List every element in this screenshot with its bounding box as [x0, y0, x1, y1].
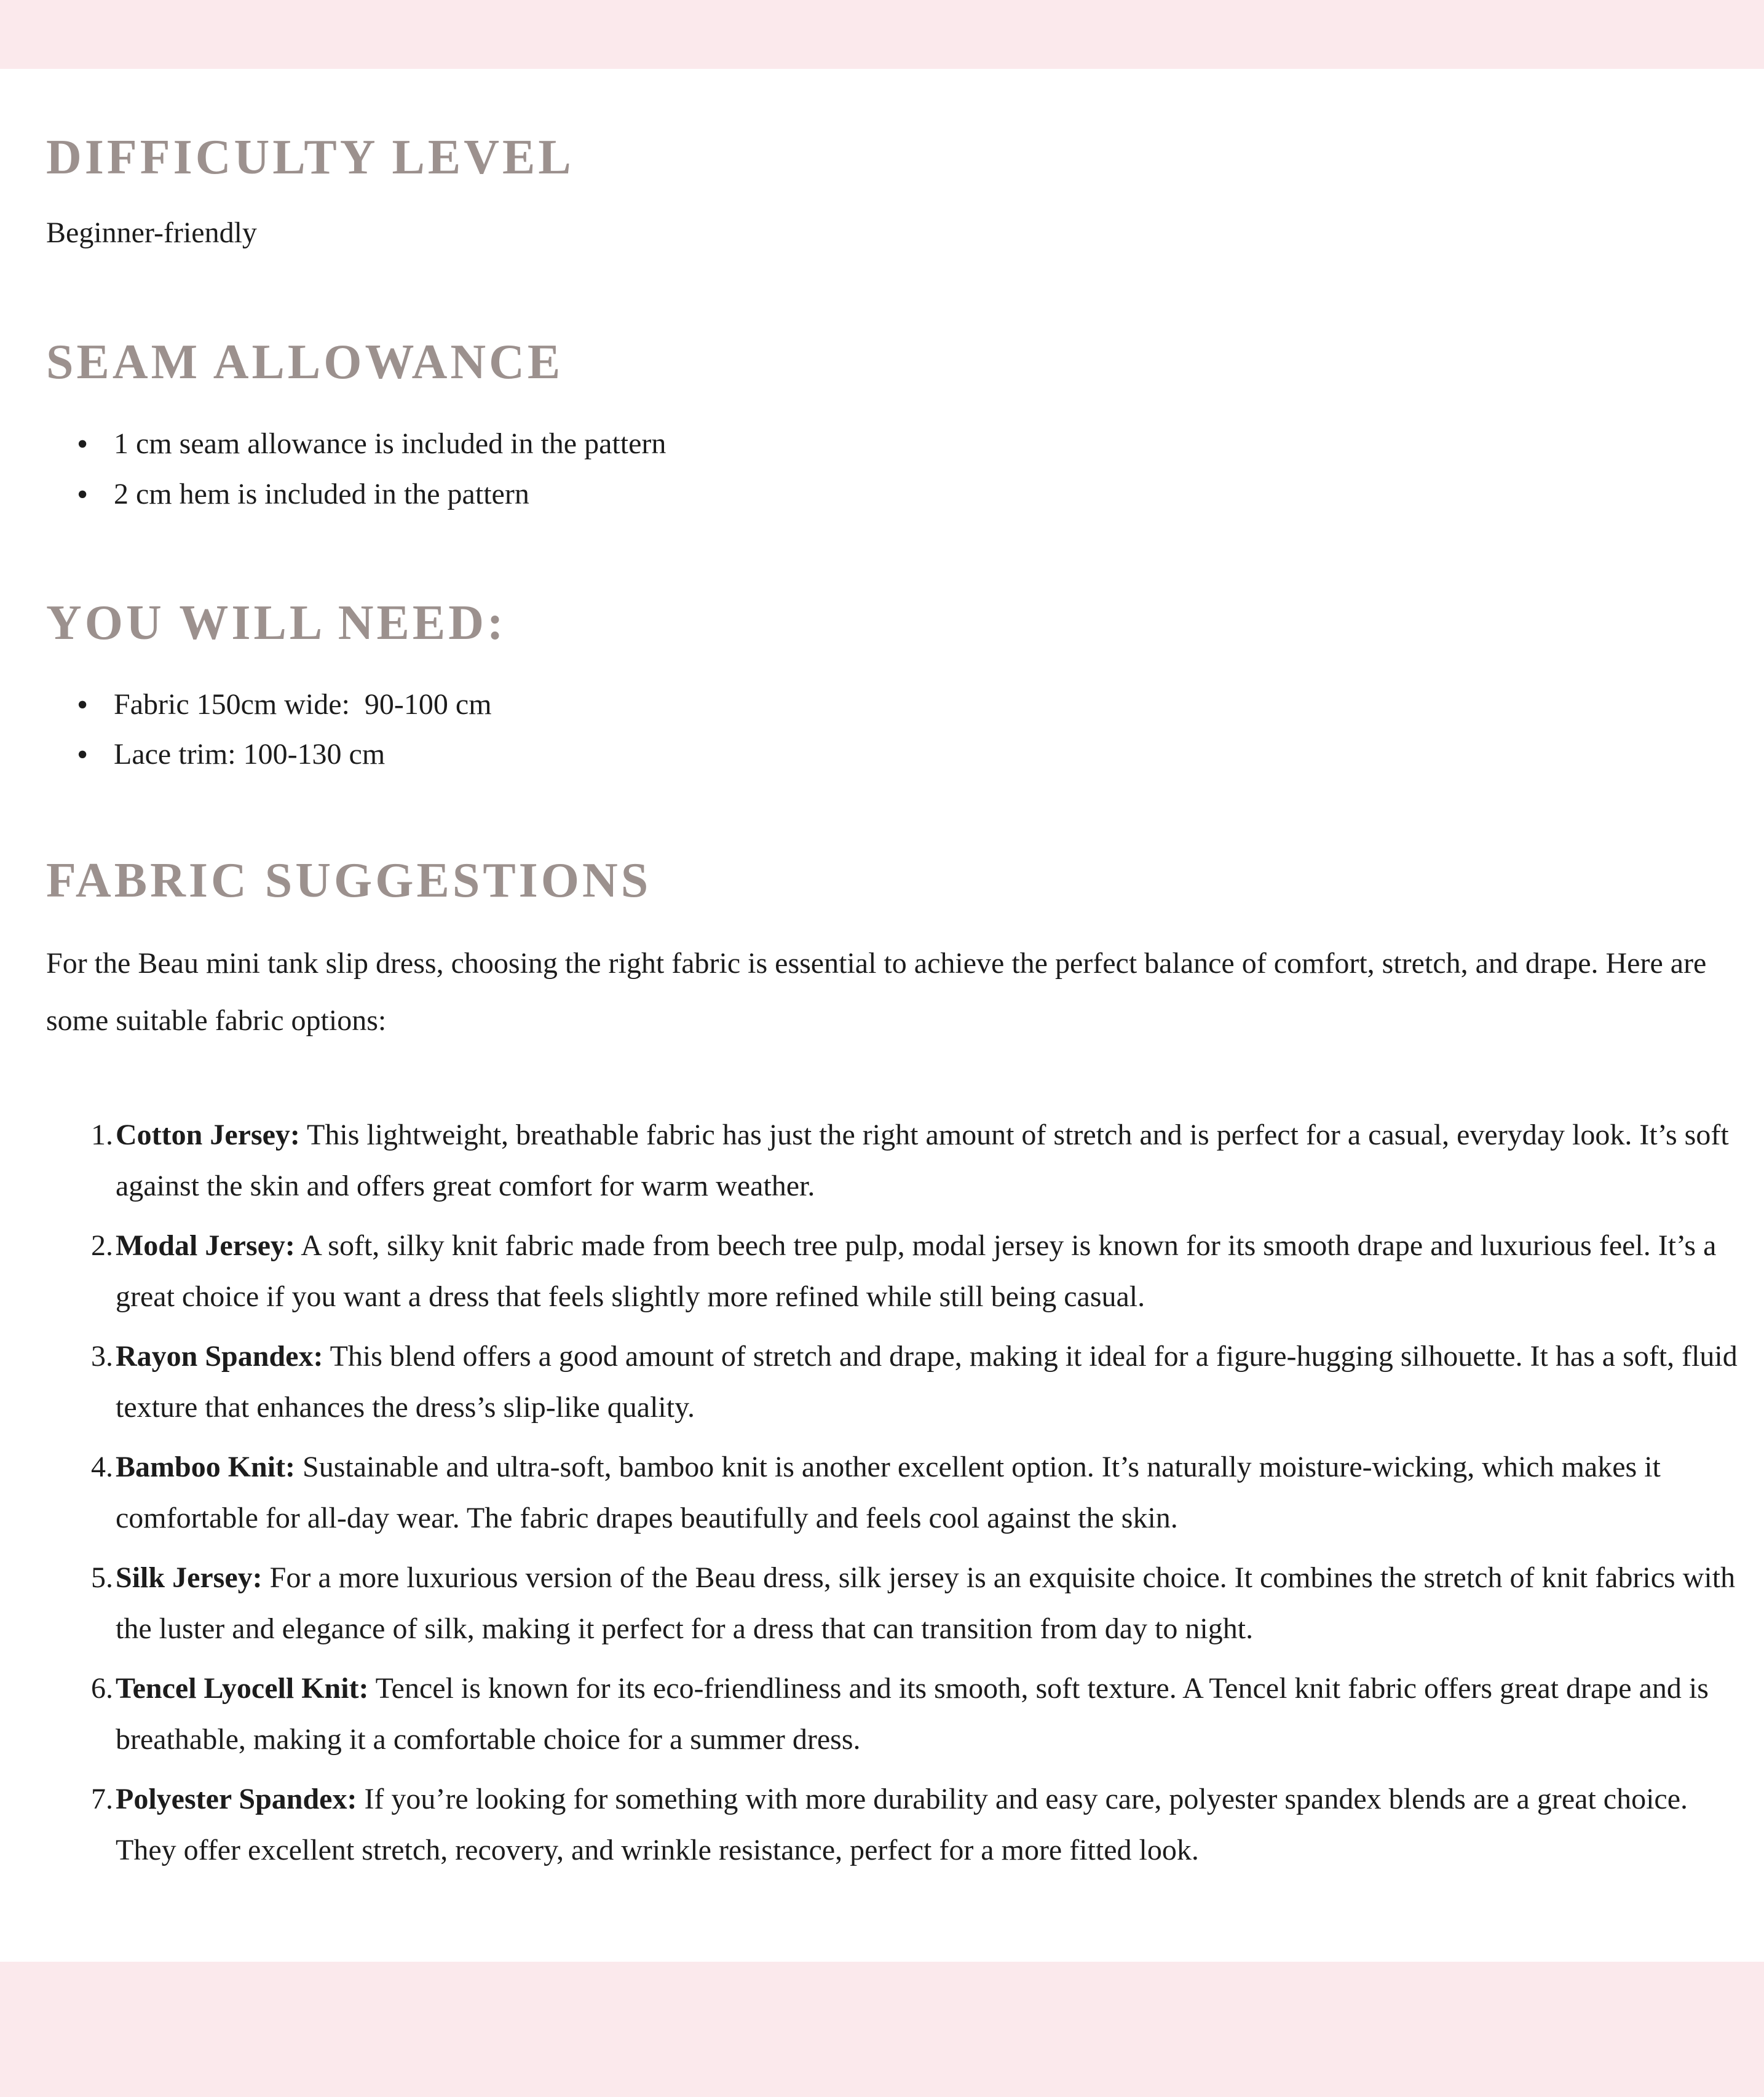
fabric-desc: Sustainable and ultra-soft, bamboo knit is another excellent option. It’s naturally moisture-wicking, which makes it comfortable for all-day wear. The fabric drapes beautifully and feels cool against the skin. [116, 1451, 1661, 1535]
you-will-need-list [46, 680, 1739, 780]
bottom-border-band [0, 1962, 1764, 2097]
fabric-desc: This blend offers a good amount of stretch and drape, making it ideal for a figure-hugging silhouette. It has a soft, fluid texture that enhances the dress’s slip-like quality. [116, 1340, 1738, 1424]
fabric-desc: For a more luxurious version of the Beau dress, silk jersey is an exquisite choice. It combines the stretch of knit fabrics with the luster and elegance of silk, making it perfect for a dress that can transition from day to night. [116, 1561, 1736, 1646]
list-item [116, 1220, 1739, 1322]
list-item: • Lace trim: 100-130 cm [114, 729, 1739, 780]
fabric-desc: A soft, silky knit fabric made from beech tree pulp, modal jersey is known for its smooth drape and luxurious feel. It’s a great choice if you want a dress that feels slightly more refined while still being casual. [116, 1229, 1717, 1314]
fabric-term: Bamboo Knit: [116, 1451, 296, 1484]
list-item [116, 1552, 1739, 1654]
list-item [116, 1441, 1739, 1544]
difficulty-level-value: Beginner-friendly [46, 216, 257, 249]
list-item: • 1 cm seam allowance is included in the pattern [114, 419, 1739, 469]
list-item: • Fabric 150cm wide: 90-100 cm [114, 680, 1739, 730]
fabric-desc: This lightweight, breathable fabric has just the right amount of stretch and is perfect for a casual, everyday look. It’s soft against the skin and offers great comfort for warm weather. [116, 1118, 1729, 1202]
fabric-term: Modal Jersey: [116, 1229, 295, 1263]
fabric-desc: Tencel is known for its eco-friendliness and its smooth, soft texture. A Tencel knit fabric offers great drape and is breathable, making it a comfortable choice for a summer dress. [116, 1672, 1709, 1756]
document-body [0, 69, 1764, 1884]
fabric-term: Silk Jersey: [116, 1561, 263, 1595]
fabric-suggestions-intro: For the Beau mini tank slip dress, choosing the right fabric is essential to achieve the perfect balance of comfort, stretch, and drape. Here are some suitable fabric options: [46, 946, 1707, 1037]
section-title-fabric-suggestions: FABRIC SUGGESTIONS [46, 853, 652, 908]
top-border-band [0, 0, 1764, 69]
list-item [116, 1331, 1739, 1433]
list-item [116, 1663, 1739, 1765]
section-title-seam-allowance: SEAM ALLOWANCE [46, 335, 564, 390]
fabric-term: Tencel Lyocell Knit: [116, 1672, 369, 1705]
fabric-term: Polyester Spandex: [116, 1783, 357, 1816]
section-title-you-will-need: YOU WILL NEED: [46, 595, 507, 650]
fabric-term: Cotton Jersey: [116, 1118, 300, 1151]
seam-allowance-list [46, 419, 1739, 519]
fabric-desc: If you’re looking for something with more durability and easy care, polyester spandex blends are a great choice. They offer excellent stretch, recovery, and wrinkle resistance, perfect for a more fitted look. [116, 1783, 1688, 1867]
fabric-suggestions-list [46, 1109, 1739, 1876]
section-title-difficulty-level: DIFFICULTY LEVEL [46, 130, 574, 184]
list-item [116, 1774, 1739, 1876]
list-item: • 2 cm hem is included in the pattern [114, 469, 1739, 520]
list-item [116, 1109, 1739, 1211]
fabric-term: Rayon Spandex: [116, 1340, 323, 1373]
